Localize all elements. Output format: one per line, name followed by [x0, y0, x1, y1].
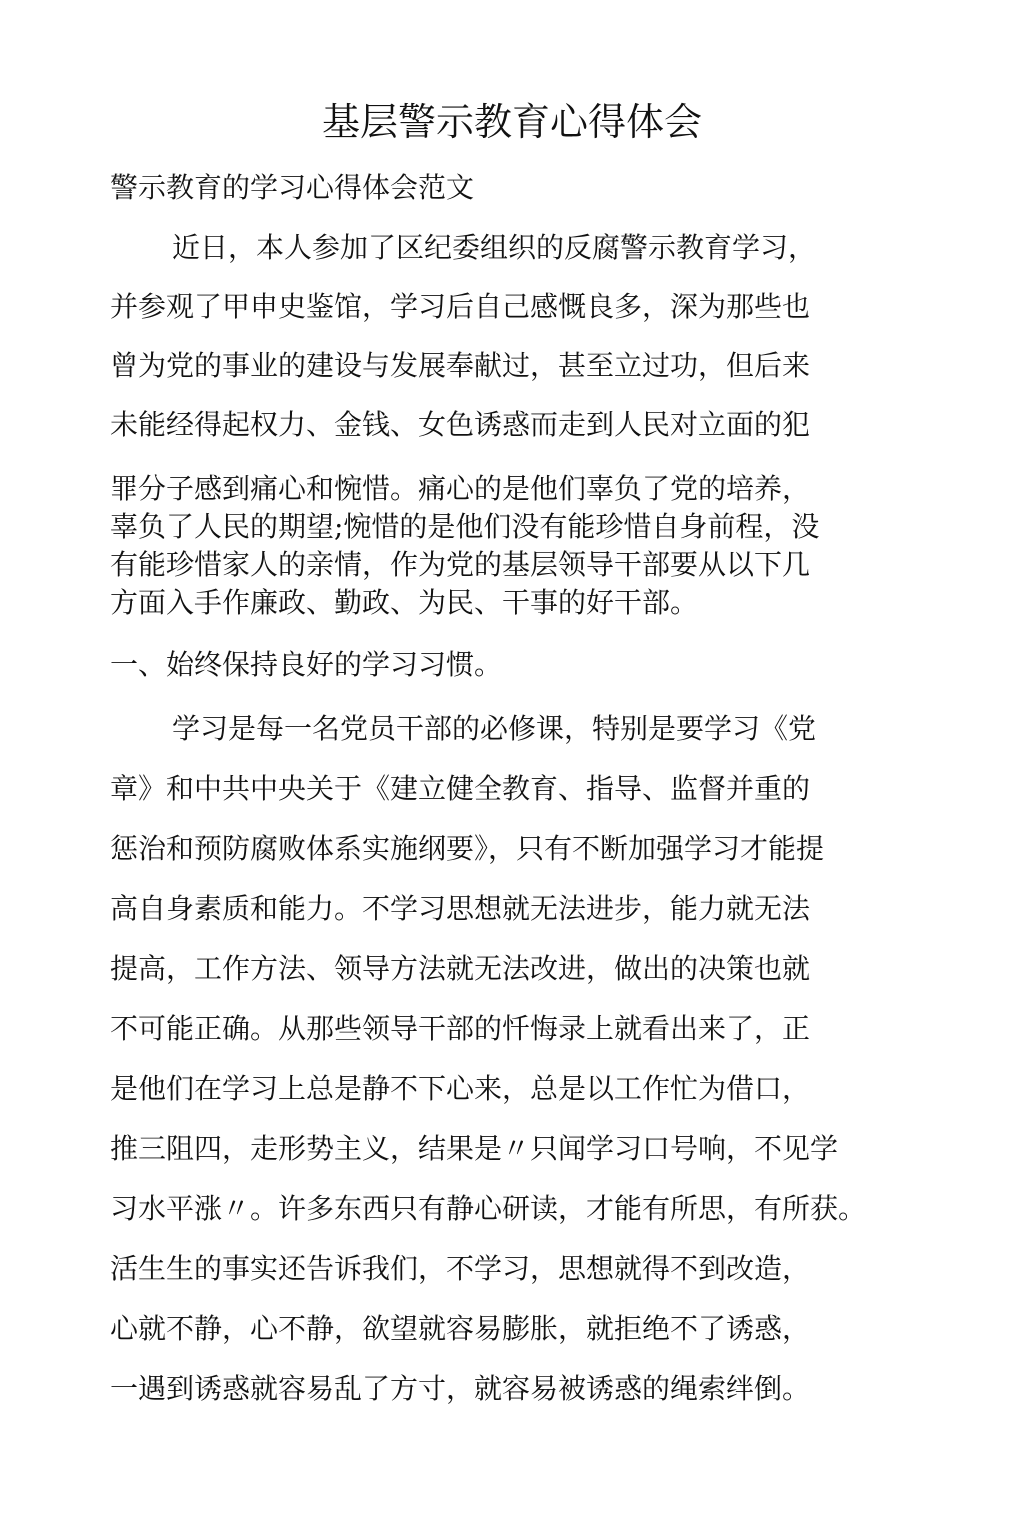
paragraph-line: 提高，工作方法、领导方法就无法改进，做出的决策也就 — [110, 952, 811, 985]
paragraph-line: 习水平涨〃。许多东西只有静心研读，才能有所思，有所获。 — [110, 1192, 867, 1225]
paragraph-line: 活生生的事实还告诉我们，不学习，思想就得不到改造， — [110, 1252, 811, 1285]
paragraph-line: 不可能正确。从那些领导干部的忏悔录上就看出来了，正 — [110, 1012, 811, 1045]
document-title: 基层警示教育心得体会 — [321, 100, 702, 144]
paragraph-line: 曾为党的事业的建设与发展奉献过，甚至立过功，但后来 — [110, 349, 811, 382]
paragraph-line: 推三阻四，走形势主义，结果是〃只闻学习口号响，不见学 — [110, 1132, 839, 1165]
paragraph-line: 高自身素质和能力。不学习思想就无法进步，能力就无法 — [110, 892, 811, 925]
paragraph-line: 未能经得起权力、金钱、女色诱惑而走到人民对立面的犯 — [110, 408, 811, 441]
paragraph-line: 章》和中共中央关于《建立健全教育、指导、监督并重的 — [110, 772, 811, 805]
paragraph-line: 心就不静，心不静，欲望就容易膨胀，就拒绝不了诱惑， — [110, 1312, 811, 1345]
paragraph-line: 惩治和预防腐败体系实施纲要》，只有不断加强学习才能提 — [110, 832, 825, 865]
paragraph-line: 是他们在学习上总是静不下心来，总是以工作忙为借口， — [110, 1072, 811, 1105]
paragraph-line: 有能珍惜家人的亲情，作为党的基层领导干部要从以下几 — [110, 548, 811, 581]
paragraph-line: 学习是每一名党员干部的必修课，特别是要学习《党 — [172, 712, 817, 745]
section-heading: 一、始终保持良好的学习习惯。 — [110, 648, 503, 681]
paragraph-line: 近日，本人参加了区纪委组织的反腐警示教育学习， — [172, 231, 817, 264]
paragraph-line: 方面入手作廉政、勤政、为民、干事的好干部。 — [110, 586, 699, 619]
paragraph-line: 一遇到诱惑就容易乱了方寸，就容易被诱惑的绳索绊倒。 — [110, 1372, 811, 1405]
paragraph-line: 罪分子感到痛心和惋惜。痛心的是他们辜负了党的培养， — [110, 472, 811, 505]
paragraph-line: 辜负了人民的期望;惋惜的是他们没有能珍惜自身前程，没 — [110, 510, 820, 543]
document-subtitle: 警示教育的学习心得体会范文 — [110, 171, 475, 204]
paragraph-line: 并参观了甲申史鉴馆，学习后自己感慨良多，深为那些也 — [110, 290, 811, 323]
